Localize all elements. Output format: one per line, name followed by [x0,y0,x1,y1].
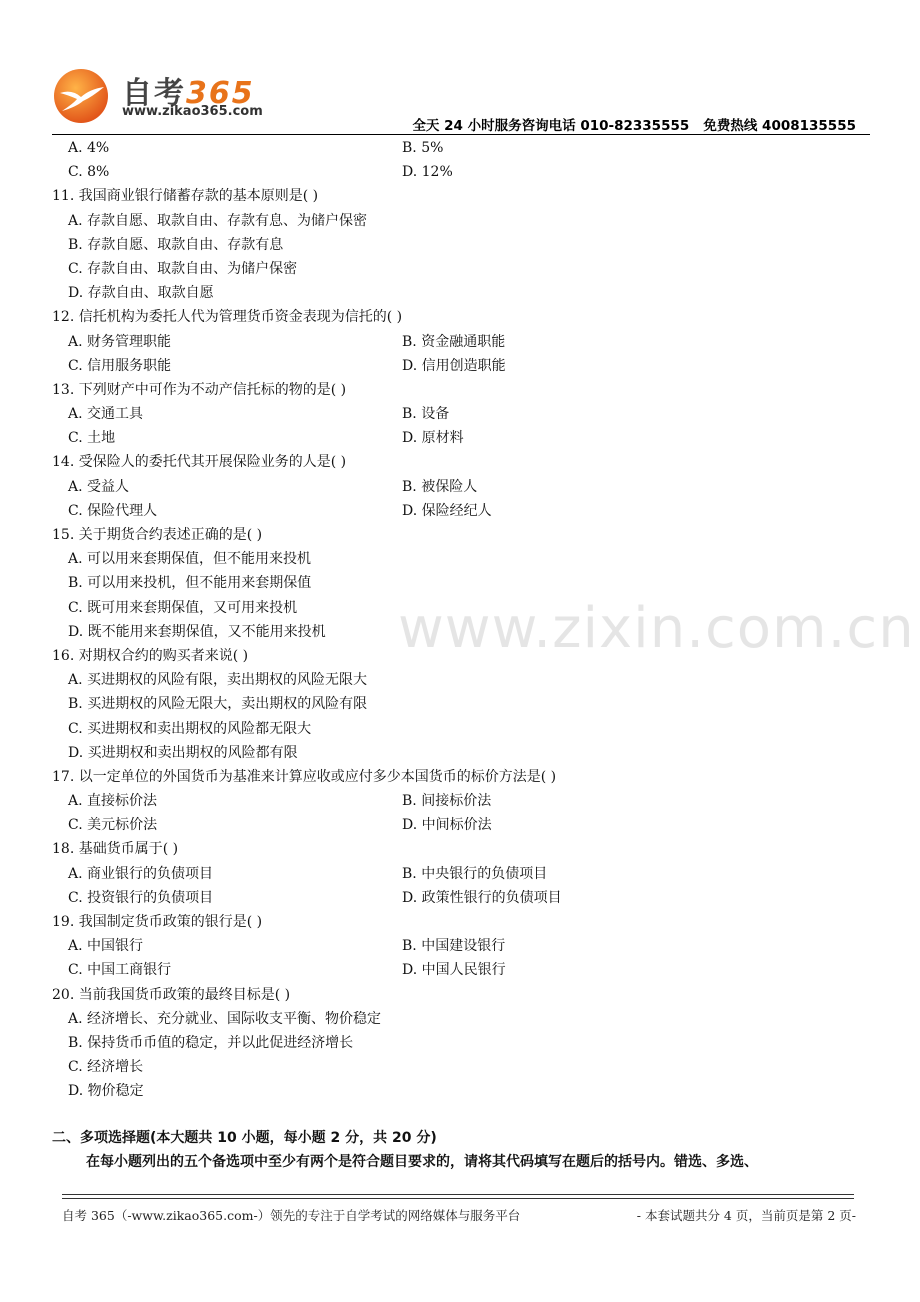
option-b: B. 间接标价法 [402,793,492,810]
option-d: D. 物价稳定 [68,1083,144,1100]
option-d: D. 政策性银行的负债项目 [402,889,562,906]
question-stem: 14. 受保险人的委托代其开展保险业务的人是( ) [52,454,347,471]
option-b: B. 5% [402,140,444,156]
option-c: C. 中国工商银行 [68,962,172,979]
question-stem: 13. 下列财产中可作为不动产信托标的物的是( ) [52,381,347,398]
question-stem: 11. 我国商业银行储蓄存款的基本原则是( ) [52,188,319,205]
question-stem: 17. 以一定单位的外国货币为基准来计算应收或应付多少本国货币的标价方法是( ) [52,768,557,785]
footer-divider [62,1198,854,1199]
option-a: A. 直接标价法 [68,793,158,810]
page-header [52,62,870,136]
option-d: D. 保险经纪人 [402,502,492,519]
option-row [52,934,872,958]
brand-text: 自考 [122,76,186,111]
option-row [52,475,872,499]
option-row [52,499,872,523]
question-stem: 19. 我国制定货币政策的银行是( ) [52,914,263,930]
option-c: C. 投资银行的负债项目 [68,889,214,906]
option-a: A. 中国银行 [68,938,144,955]
footer-divider [62,1194,854,1195]
option-a: A. 买进期权的风险有限，卖出期权的风险无限大 [68,672,368,689]
option-row [52,402,872,426]
option-row [52,160,872,184]
option-a: A. 受益人 [68,478,130,495]
option-d: D. 中间标价法 [402,817,492,834]
brand-url[interactable]: www.zikao365.com [122,104,263,119]
option-b: B. 设备 [402,406,450,423]
question-stem: 12. 信托机构为委托人代为管理货币资金表现为信托的( ) [52,309,403,326]
option-a: A. 存款自愿、取款自由、存款有息、为储户保密 [68,212,368,229]
section-multiple-choice [52,1126,882,1174]
option-a: A. 4% [68,140,110,156]
option-b: B. 买进期权的风险无限大，卖出期权的风险有限 [68,696,368,713]
option-b: B. 存款自愿、取款自由、存款有息 [68,236,284,253]
question-stem: 18. 基础货币属于( ) [52,841,179,858]
option-d: D. 12% [402,164,453,181]
option-c: C. 既可用来套期保值，又可用来投机 [68,599,298,616]
option-d: D. 中国人民银行 [402,962,506,979]
option-row [52,958,872,982]
option-row [52,886,872,910]
hotline-text: 全天 24 小时服务咨询电话 010-82335555 免费热线 4008135555 [412,118,856,134]
option-row [52,136,872,160]
footer-site-info: 自考 365（-www.zikao365.com-）领先的专注于自学考试的网络媒体与服务平台 [62,1208,521,1223]
option-row [52,426,872,450]
section-title: 二、多项选择题(本大题共 10 小题，每小题 2 分，共 20 分) [52,1130,437,1146]
option-b: B. 可以用来投机，但不能用来套期保值 [68,575,312,592]
option-b: B. 资金融通职能 [402,333,506,350]
option-c: C. 土地 [68,430,116,447]
option-row [52,813,872,837]
option-d: D. 存款自由、取款自愿 [68,285,214,302]
brand-number: 365 [186,76,255,111]
option-b: B. 保持货币币值的稳定，并以此促进经济增长 [68,1034,354,1051]
watermark: www.zixin.com.cn [398,596,915,661]
option-a: A. 交通工具 [68,406,144,423]
option-c: C. 美元标价法 [68,817,158,834]
option-c: C. 信用服务职能 [68,357,172,374]
option-row [52,862,872,886]
option-b: B. 被保险人 [402,478,478,495]
option-c: C. 保险代理人 [68,502,158,519]
option-d: D. 买进期权和卖出期权的风险都有限 [68,744,298,761]
question-stem: 16. 对期权合约的购买者来说( ) [52,647,249,664]
option-a: A. 商业银行的负债项目 [68,865,214,882]
option-row [52,789,872,813]
option-d: D. 既不能用来套期保值，又不能用来投机 [68,623,326,640]
option-a: A. 财务管理职能 [68,333,172,350]
question-stem: 15. 关于期货合约表述正确的是( ) [52,527,263,543]
zikao-logo-icon [52,67,110,125]
option-c: C. 经济增长 [68,1059,144,1076]
option-b: B. 中国建设银行 [402,938,506,955]
question-stem: 20. 当前我国货币政策的最终目标是( ) [52,986,291,1003]
section-instruction: 在每小题列出的五个备选项中至少有两个是符合题目要求的，请将其代码填写在题后的括号内。错选、多选、 [86,1154,758,1170]
option-b: B. 中央银行的负债项目 [402,865,548,882]
option-row [52,354,872,378]
option-a: A. 经济增长、充分就业、国际收支平衡、物价稳定 [68,1010,382,1027]
option-row [52,330,872,354]
footer-page-info: - 本套试题共分 4 页，当前页是第 2 页- [636,1208,856,1223]
option-d: D. 原材料 [402,430,464,447]
option-c: C. 8% [68,164,110,181]
option-d: D. 信用创造职能 [402,357,506,374]
option-c: C. 存款自由、取款自由、为储户保密 [68,260,298,277]
option-c: C. 买进期权和卖出期权的风险都无限大 [68,720,312,737]
header-divider [52,134,870,135]
option-a: A. 可以用来套期保值，但不能用来投机 [68,551,312,568]
